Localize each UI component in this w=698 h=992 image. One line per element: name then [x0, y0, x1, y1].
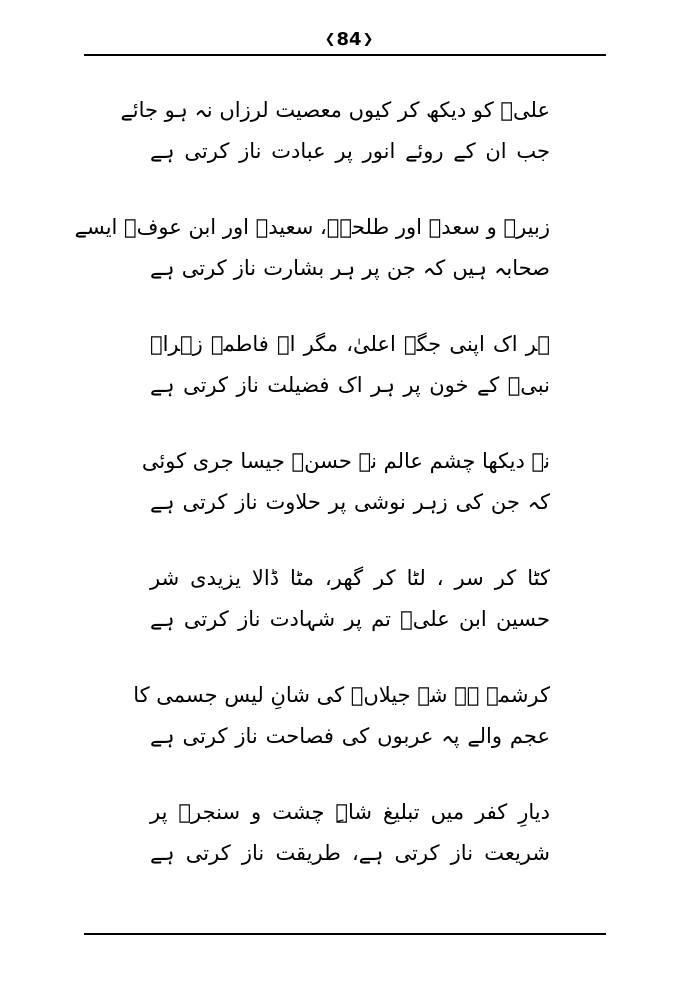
- verse-line: شریعت ناز کرتی ہے، طریقت ناز کرتی ہے: [150, 841, 550, 865]
- verse-line: کٹا کر سر ، لٹا کر گھر، مٹا ڈالا یزیدی شر: [150, 566, 550, 590]
- header-rule: [84, 54, 606, 56]
- stanza: [150, 563, 550, 680]
- verse-line: صحابہ ہیں کہ جن پر ہر بشارت ناز کرتی ہے: [150, 256, 550, 280]
- verse-line: دیارِ کفر میں تبلیغ شاہِ چشت و سنجرؒ پر: [150, 800, 550, 824]
- stanza: [74, 212, 550, 329]
- poem-body: [74, 95, 550, 914]
- stanza: [150, 797, 550, 914]
- ornament-right-icon: ❯: [362, 32, 374, 47]
- verse-line: کہ جن کی زہر نوشی پر حلاوت ناز کرتی ہے: [150, 490, 550, 514]
- stanza: [150, 329, 550, 446]
- verse-line: کرشمہ ہے شہ جیلاںؓ کی شانِ لیس جسمی کا: [133, 683, 550, 707]
- verse-line: حسین ابن علیؓ تم پر شہادت ناز کرتی ہے: [150, 607, 550, 631]
- verse-line: زبیرؓ و سعدؓ اور طلحہؓ، سعیدؓ اور ابن عوفؓ ایسے: [74, 215, 550, 239]
- page-number: 84: [336, 29, 362, 50]
- verse-line: علیؓ کو دیکھ کر کیوں معصیت لرزاں نہ ہو جائے: [120, 98, 550, 122]
- stanza: [141, 446, 550, 563]
- stanza: [133, 680, 550, 797]
- footer-rule: [84, 933, 606, 935]
- verse-line: نہ دیکھا چشم عالم نے حسنؓ جیسا جری کوئی: [141, 449, 550, 473]
- verse-line: نبیؐ کے خون پر ہر اک فضیلت ناز کرتی ہے: [150, 373, 550, 397]
- verse-line: ہر اک اپنی جگہ اعلیٰ، مگر اے فاطمہ زہراؓ: [150, 332, 550, 356]
- verse-line: جب ان کے روئے انور پر عبادت ناز کرتی ہے: [150, 139, 550, 163]
- ornament-left-icon: ❮: [324, 32, 336, 47]
- verse-line: عجم والے پہ عربوں کی فصاحت ناز کرتی ہے: [150, 724, 550, 748]
- stanza: [120, 95, 550, 212]
- page-header: [0, 26, 698, 54]
